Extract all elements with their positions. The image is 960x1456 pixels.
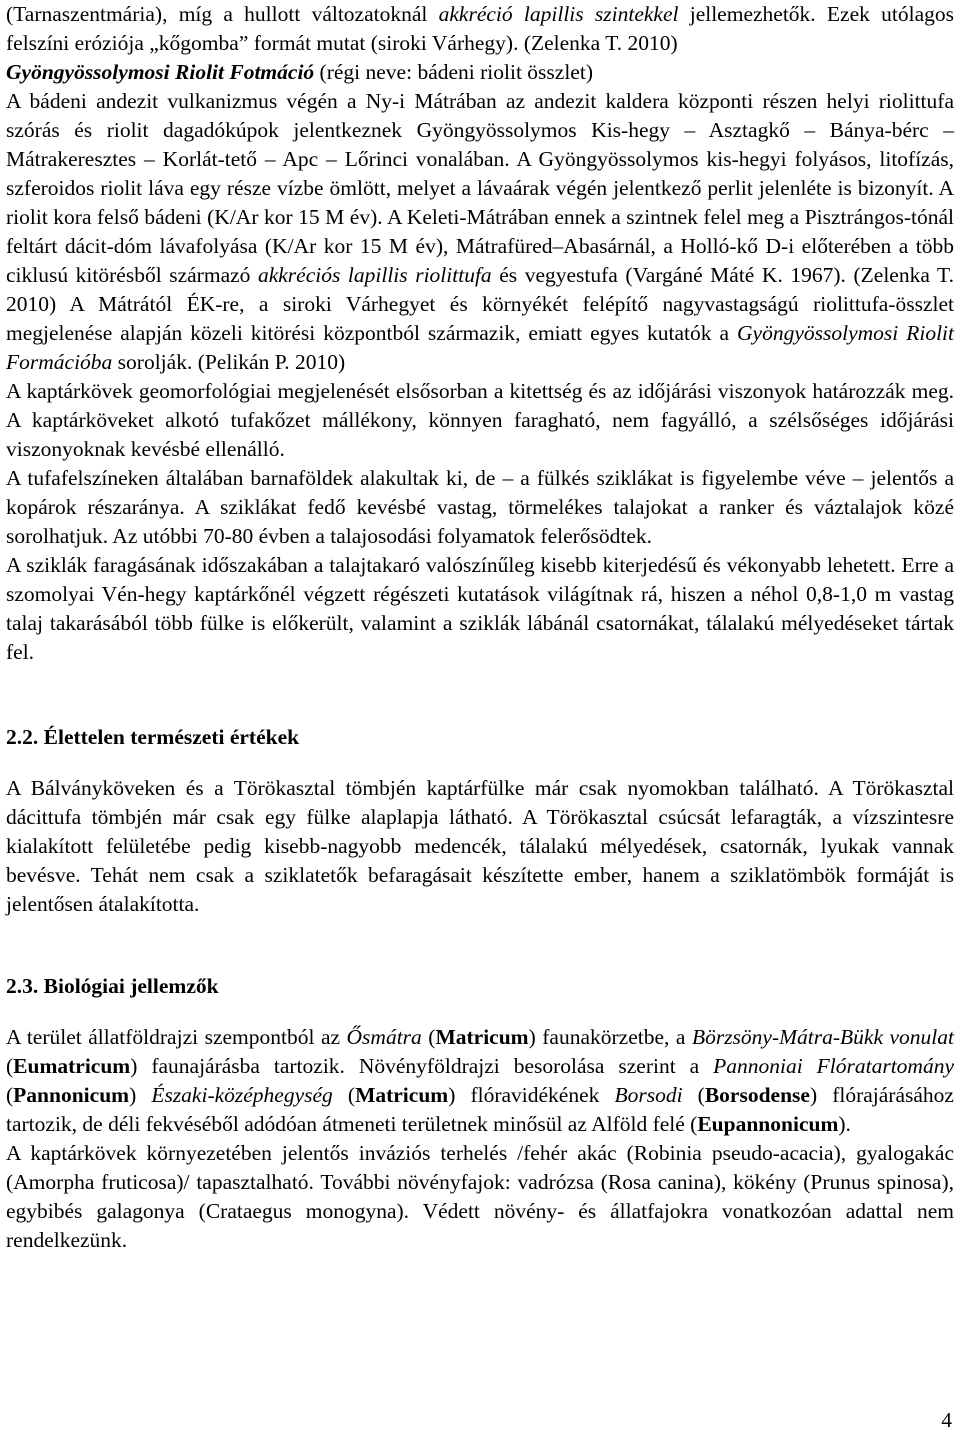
formation-title-note: (régi neve: bádeni riolit összlet) [314,60,593,84]
geomorphology-paragraph: A kaptárkövek geomorfológiai megjelenését elsősorban a kitettség és az időjárási viszonyok határozzák meg. A kaptárköveket alkotó tufakőzet mállékony, könnyen faragható, nem fagyálló, a szélsőséges időjárási viszonyoknak kevésbé ellenálló. [6,379,954,461]
text-run: ( [6,1054,14,1078]
text-run: ) flóravidékének [448,1083,615,1107]
text-run: ). [838,1112,851,1136]
intro-text-italic: akkréció lapillis szintekkel [438,2,679,26]
text-run: ) flórajárásához tartozik, de déli fekvéséből adódóan átmeneti területnek minősül az Alföld felé ( [6,1083,954,1136]
soil-paragraph: A tufafelszíneken általában barnaföldek alakultak ki, de – a fülkés sziklákat is figyelembe véve – jelentős a kopárok részaránya. A sziklákat fedő kevésbé vastag, törmelékes talajokat a ranker és váztalajok közé sorolhatjuk. Az utóbbi 70-80 évben a talajosodási folyamatok felerősödtek. [6,466,954,548]
bold-run: Matricum [355,1083,449,1107]
formation-body-italic-2: Gyöngyössolymosi Riolit Formációba [6,321,954,374]
section-2-3-paragraph-2: A kaptárkövek környezetében jelentős inváziós terhelés /fehér akác (Robinia pseudo-acacia), gyalogakác (Amorpha fruticosa)/ tapasztalható. További növényfajok: vadrózsa (Rosa canina), kökény (Prunus spinosa), egybibés galagonya (Crataegus monogyna). Védett növény- és állatfajokra vonatkozóan adattal nem rendelkezünk. [6,1141,954,1252]
formation-body-italic-1: akkréciós lapillis riolittufa [257,263,492,287]
intro-text-c: jellemezhetők. Ezek utólagos felszíni eróziója „kőgomba” formát mutat (siroki Várhegy). (Zelenka T. 2010) [6,2,954,55]
formation-title [6,58,954,87]
formation-body-c: és vegyestufa (Vargáné Máté K. 1967). (Zelenka T. 2010) A Mátrától ÉK-re, a siroki Várhegyet és környékét felépítő nagyvastagságú riolittufa-összlet megjelenése alapján közeli kitörési központból származik, emiatt egyes kutatók a [6,263,954,345]
section-2-2-paragraph: A Bálványköveken és a Törökasztal tömbjén kaptárfülke már csak nyomokban található. A Törökasztal dácittufa tömbjén már csak egy fülke alaplapja látható. A Törökasztal csúcsát lefaragták, a vízszintesre kialakított felületébe pedig kisebb-nagyobb medencék, tálalakú mélyedések, csatornák, lyukak vannak bevésve. Tehát nem csak a sziklatetők befaragásait készítette ember, hanem a sziklatömbök formáját is jelentősen átalakította. [6,776,954,916]
heading-spacer [6,752,954,774]
formation-title-name: Gyöngyössolymosi Riolit Fotmáció [6,60,315,84]
italic-run: Borsodi [614,1083,683,1107]
italic-run: Pannoniai Flóratartomány [713,1054,954,1078]
text-run: ( [6,1083,14,1107]
carving-paragraph: A sziklák faragásának időszakában a talajtakaró valószínűleg kisebb kiterjedésű és vékonyabb lehetett. Erre a szomolyai Vén-hegy kaptárkőnél végzett régészeti kutatások világítnak rá, hiszen a néhol 0,8-1,0 m vastag talaj takarásából több fülke is előkerült, valamint a sziklák lábánál csatornákat, tálalakú mélyedéseket tártak fel. [6,553,954,664]
text-run: ( [682,1083,705,1107]
section-2-3-heading: 2.3. Biológiai jellemzők [6,974,219,998]
text-run: ) [129,1083,152,1107]
formation-body-e: sorolják. (Pelikán P. 2010) [112,350,346,374]
text-run: A terület állatföldrajzi szempontból az [6,1025,347,1049]
italic-run: Északi-középhegység [151,1083,333,1107]
bold-run: Matricum [435,1025,529,1049]
bold-run: Borsodense [704,1083,810,1107]
text-run: ( [332,1083,356,1107]
section-spacer [6,919,954,972]
bold-run: Eumatricum [13,1054,131,1078]
text-run: ) faunajárásba tartozik. Növényföldrajzi besorolása szerint a [130,1054,714,1078]
text-run: ( [421,1025,436,1049]
section-2-3-paragraph-1 [6,1023,954,1139]
italic-run: Börzsöny-Mátra-Bükk vonulat [691,1025,954,1049]
italic-run: Ősmátra [346,1025,422,1049]
page-number: 4 [941,1408,952,1432]
intro-paragraph [6,0,954,58]
formation-body-a: A bádeni andezit vulkanizmus végén a Ny-i Mátrában az andezit kaldera központi részen helyi riolittufa szórás és riolit dagadókúpok jelentkeznek Gyöngyössolymos Kis-hegy – Asztagkő – Bánya-bérc – Mátrakeresztes – Korlát-tető – Apc – Lőrinci vonalában. A Gyöngyössolymos kis-hegyi folyásos, litofízás, szferoidos riolit láva egy része vízbe ömlött, melyet a lávaárak végén jelentkező perlit jelenléte is bizonyít. A riolit kora felső bádeni (K/Ar kor 15 M év). A Keleti-Mátrában ennek a szintnek felel meg a Pisztrángos-tónál feltárt dácit-dóm lávafolyása (K/Ar kor 15 M év), Mátrafüred–Abasárnál, a Holló-kő D-i előterében a több ciklusú kitörésből származó [6,89,954,287]
document-page [6,0,954,1255]
bold-run: Pannonicum [13,1083,130,1107]
section-spacer [6,667,954,723]
section-2-2-heading: 2.2. Élettelen természeti értékek [6,725,300,749]
intro-text-a: (Tarnaszentmária), míg a hullott változatoknál [6,2,439,26]
text-run: ) faunakörzetbe, a [528,1025,692,1049]
bold-run: Eupannonicum [697,1112,839,1136]
formation-paragraph [6,87,954,377]
heading-spacer [6,1001,954,1023]
